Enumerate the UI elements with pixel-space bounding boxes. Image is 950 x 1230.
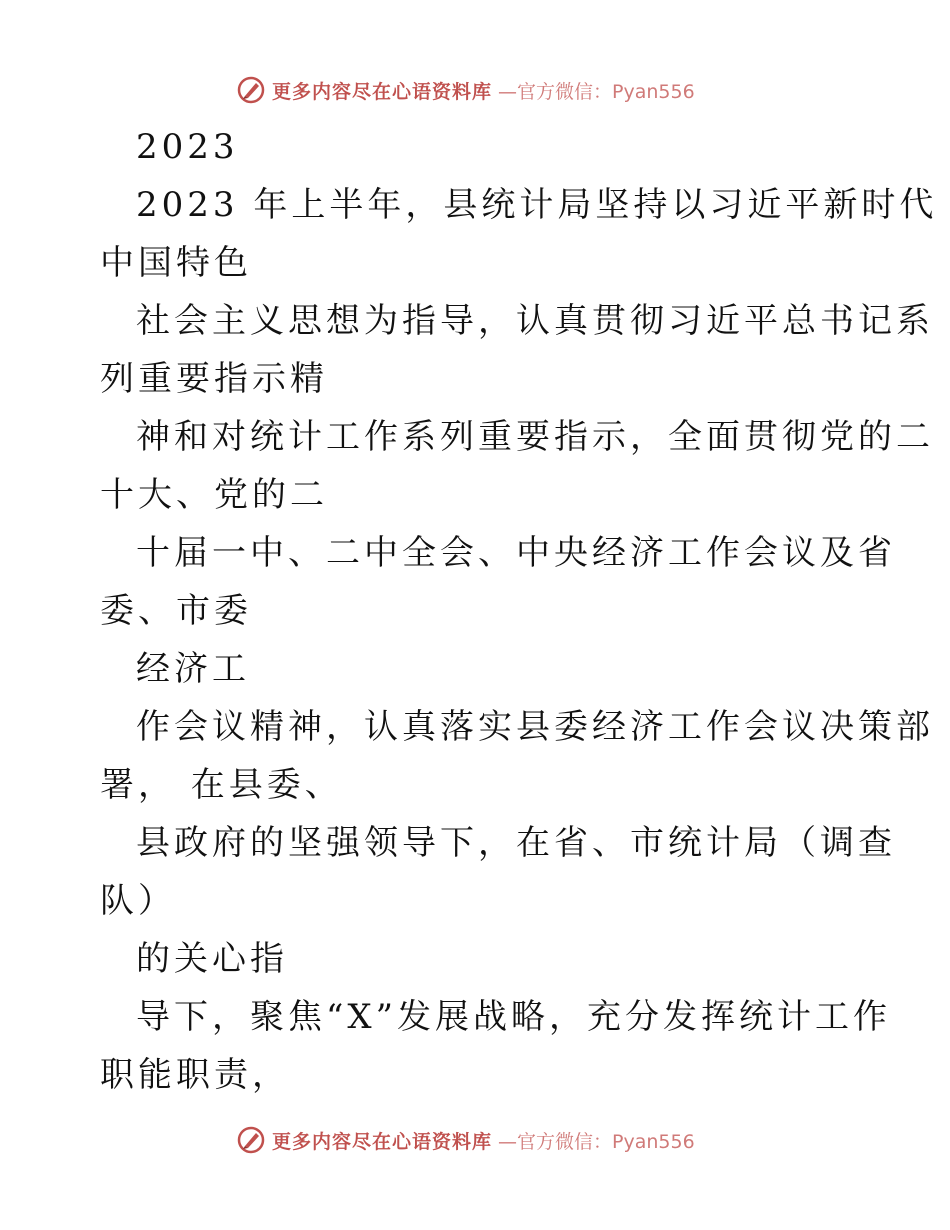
- pen-logo-icon: [236, 1125, 266, 1155]
- text-line: 署， 在县委、: [100, 765, 343, 805]
- pen-logo-icon: [236, 75, 266, 105]
- text-line: 作会议精神，认真落实县委经济工作会议决策部: [136, 707, 934, 747]
- text-line: 列重要指示精: [100, 359, 328, 399]
- watermark-footer: [236, 1122, 695, 1158]
- text-line: 十届一中、二中全会、中央经济工作会议及省: [136, 533, 896, 573]
- watermark-suffix: —官方微信：Pyan556: [498, 1130, 695, 1153]
- text-line: 中国特色: [100, 243, 252, 283]
- text-line: 经济工: [136, 649, 250, 689]
- watermark-text: 更多内容尽在心语资料库: [272, 80, 493, 103]
- watermark-header: [236, 72, 695, 108]
- watermark-text: 更多内容尽在心语资料库: [272, 1130, 493, 1153]
- text-line: 2023 年上半年，县统计局坚持以习近平新时代: [136, 185, 938, 225]
- text-line: 导下，聚焦“X”发展战略，充分发挥统计工作: [136, 997, 891, 1037]
- watermark-suffix: —官方微信：Pyan556: [498, 80, 695, 103]
- document-body: [100, 118, 938, 1104]
- text-line: 的关心指: [136, 939, 288, 979]
- text-line: 职能职责，: [100, 1055, 290, 1095]
- text-line: 十大、党的二: [100, 475, 328, 515]
- text-line: 委、市委: [100, 591, 252, 631]
- text-line: 县政府的坚强领导下，在省、市统计局（调查: [136, 823, 896, 863]
- text-line: 2023: [136, 127, 239, 167]
- text-line: 队）: [100, 881, 176, 921]
- text-line: 社会主义思想为指导，认真贯彻习近平总书记系: [136, 301, 934, 341]
- text-line: 神和对统计工作系列重要指示，全面贯彻党的二: [136, 417, 934, 457]
